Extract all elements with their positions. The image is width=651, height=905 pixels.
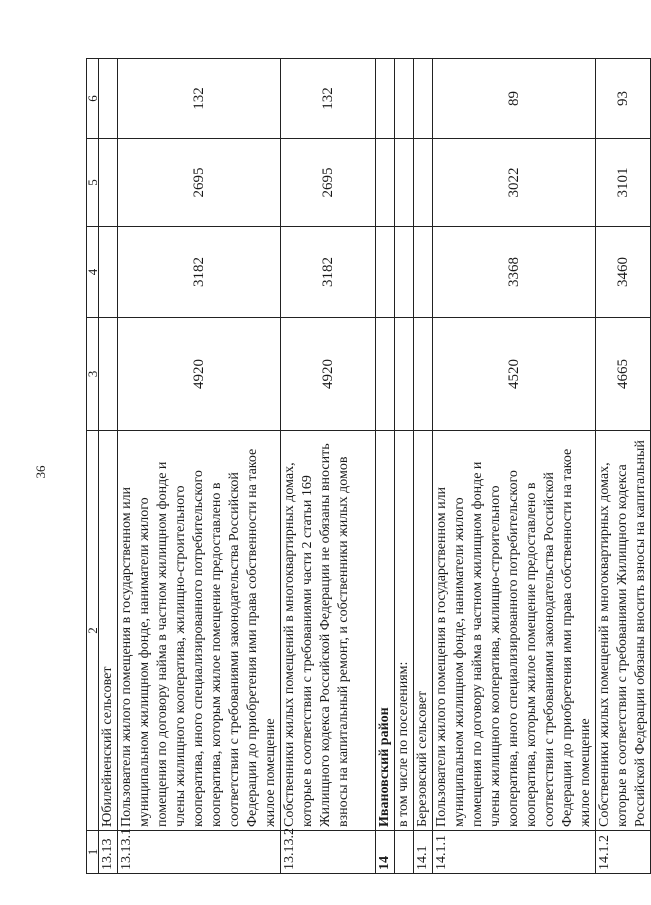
row-description: Ивановский район <box>376 431 395 831</box>
row-value-col6 <box>414 59 433 139</box>
row-value-col4 <box>99 227 118 318</box>
row-value-col4 <box>376 227 395 318</box>
row-value-col5 <box>376 139 395 227</box>
header-cell: 5 <box>87 139 99 227</box>
row-value-col5: 3022 <box>433 139 596 227</box>
row-code: 14.1.1 <box>433 831 596 874</box>
row-value-col3 <box>99 318 118 431</box>
row-value-col3: 4520 <box>433 318 596 431</box>
row-value-col4: 3460 <box>596 227 651 318</box>
row-value-col3: 4920 <box>118 318 281 431</box>
row-value-col4 <box>395 227 414 318</box>
row-code: 13.13.1 <box>118 831 281 874</box>
row-value-col6 <box>376 59 395 139</box>
row-description: Юбилейненский сельсовет <box>99 431 118 831</box>
table-row <box>433 59 596 874</box>
row-value-col6 <box>99 59 118 139</box>
row-code: 13.13 <box>99 831 118 874</box>
row-value-col3: 4920 <box>281 318 376 431</box>
row-value-col5: 2695 <box>118 139 281 227</box>
row-description: в том числе по поселениям: <box>395 431 414 831</box>
row-value-col3 <box>414 318 433 431</box>
row-description: Собственники жилых помещений в многоквартирных домах, которые в соответствии с требованиями Жилищного кодекса Российской Федерации обязаны вносить взносы на капитальный <box>596 431 651 831</box>
row-value-col5: 2695 <box>281 139 376 227</box>
tariff-table <box>86 58 651 874</box>
row-value-col6: 89 <box>433 59 596 139</box>
row-value-col4: 3368 <box>433 227 596 318</box>
row-value-col3 <box>395 318 414 431</box>
row-value-col4 <box>414 227 433 318</box>
row-code: 14.1.2 <box>596 831 651 874</box>
row-value-col5 <box>395 139 414 227</box>
header-cell: 4 <box>87 227 99 318</box>
tariff-table-rotated <box>85 59 648 874</box>
row-value-col4: 3182 <box>281 227 376 318</box>
row-value-col3: 4665 <box>596 318 651 431</box>
row-code: 13.13.2 <box>281 831 376 874</box>
table-row <box>281 59 376 874</box>
row-code: 14 <box>376 831 395 874</box>
row-description: Пользователи жилого помещения в государственном или муниципальном жилищном фонде, наниматели жилого помещения по договору найма в частном жилищном фонде и члены жилищного кооператива, жилищно-строительного кооператива, иного специализированного потребительского кооператива, которым жилое помещение предоставлено в соответствии с требованиями законодательства Российской Федерации до приобретения ими права собственности на такое жилое помещение <box>118 431 281 831</box>
header-cell: 2 <box>87 431 99 831</box>
row-value-col5 <box>414 139 433 227</box>
row-description: Березовский сельсовет <box>414 431 433 831</box>
table-row <box>118 59 281 874</box>
row-value-col4: 3182 <box>118 227 281 318</box>
row-value-col5: 3101 <box>596 139 651 227</box>
header-cell: 6 <box>87 59 99 139</box>
header-cell: 1 <box>87 831 99 874</box>
row-value-col6 <box>395 59 414 139</box>
table-row <box>414 59 433 874</box>
row-code: 14.1 <box>414 831 433 874</box>
row-value-col6: 132 <box>118 59 281 139</box>
row-value-col6: 132 <box>281 59 376 139</box>
row-description: Пользователи жилого помещения в государственном или муниципальном жилищном фонде, наниматели жилого помещения по договору найма в частном жилищном фонде и члены жилищного кооператива, жилищно-строительного кооператива, иного специализированного потребительского кооператива, которым жилое помещение предоставлено в соответствии с требованиями законодательства Российской Федерации до приобретения ими права собственности на такое жилое помещение <box>433 431 596 831</box>
table-row <box>395 59 414 874</box>
row-value-col6: 93 <box>596 59 651 139</box>
row-value-col5 <box>99 139 118 227</box>
row-value-col3 <box>376 318 395 431</box>
row-code <box>395 831 414 874</box>
table-row <box>99 59 118 874</box>
table-header-row <box>87 59 99 874</box>
table-row <box>596 59 651 874</box>
table-row <box>376 59 395 874</box>
row-description: Собственники жилых помещений в многоквартирных домах, которые в соответствии с требованиями части 2 статьи 169 Жилищного кодекса Российской Федерации не обязаны вносить взносы на капитальный ремонт, и собственники жилых домов <box>281 431 376 831</box>
header-cell: 3 <box>87 318 99 431</box>
page-number: 36 <box>33 465 48 479</box>
